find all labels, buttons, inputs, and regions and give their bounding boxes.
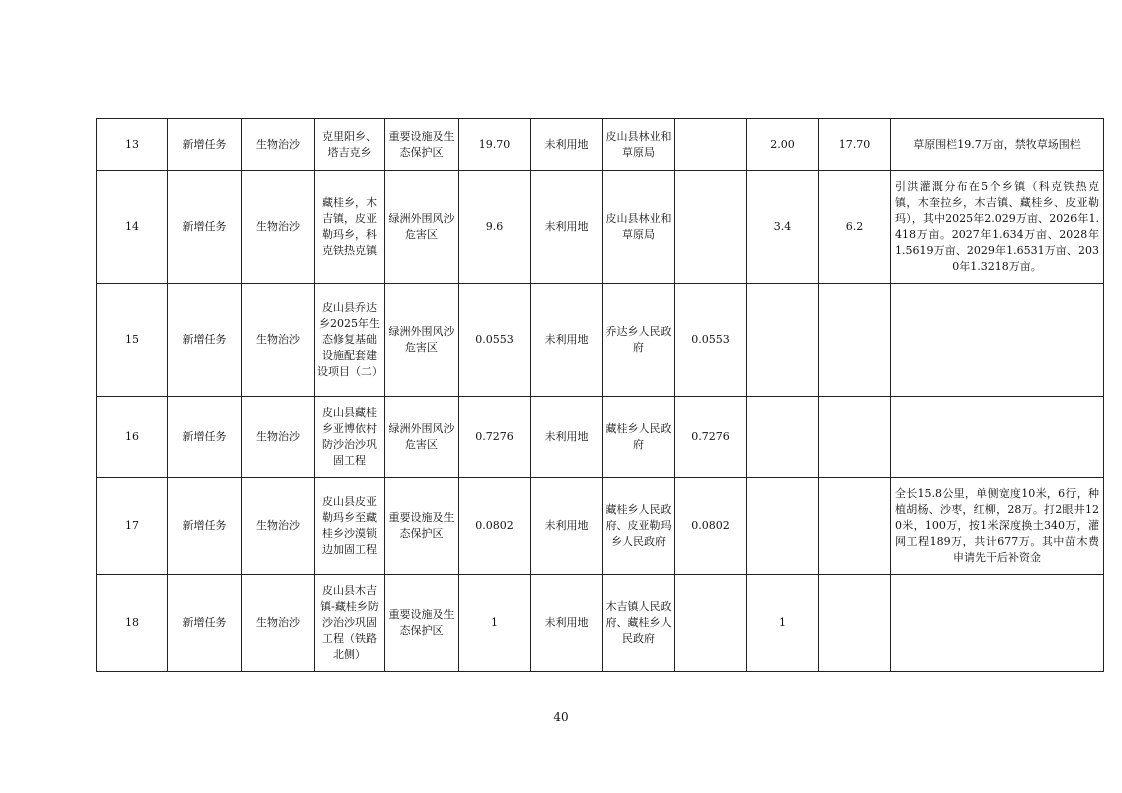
cell-method: 生物治沙 [242, 575, 315, 672]
cell-type: 新增任务 [168, 397, 242, 478]
cell-type: 新增任务 [168, 478, 242, 575]
cell-land: 未利用地 [531, 478, 603, 575]
cell-land: 未利用地 [531, 575, 603, 672]
cell-no: 18 [97, 575, 168, 672]
cell-zone: 绿洲外围风沙危害区 [385, 284, 459, 397]
cell-unit: 皮山县林业和草原局 [603, 171, 675, 284]
cell-land: 未利用地 [531, 397, 603, 478]
cell-area: 0.7276 [459, 397, 531, 478]
cell-c9 [675, 171, 747, 284]
page-number: 40 [553, 710, 569, 724]
cell-land: 未利用地 [531, 171, 603, 284]
cell-c10: 3.4 [747, 171, 819, 284]
cell-type: 新增任务 [168, 575, 242, 672]
cell-c10: 2.00 [747, 119, 819, 171]
cell-c10 [747, 284, 819, 397]
cell-notes [891, 397, 1104, 478]
cell-unit: 乔达乡人民政府 [603, 284, 675, 397]
cell-c9 [675, 575, 747, 672]
table-row [97, 284, 1104, 397]
cell-zone: 重要设施及生态保护区 [385, 575, 459, 672]
cell-notes [891, 575, 1104, 672]
cell-c11: 6.2 [819, 171, 891, 284]
cell-unit: 藏桂乡人民政府、皮亚勒玛乡人民政府 [603, 478, 675, 575]
cell-c10 [747, 478, 819, 575]
cell-c9: 0.0802 [675, 478, 747, 575]
cell-c11 [819, 397, 891, 478]
cell-zone: 绿洲外围风沙危害区 [385, 171, 459, 284]
cell-location: 皮山县乔达乡2025年生态修复基础设施配套建设项目（二） [315, 284, 385, 397]
cell-method: 生物治沙 [242, 397, 315, 478]
cell-method: 生物治沙 [242, 284, 315, 397]
cell-unit: 皮山县林业和草原局 [603, 119, 675, 171]
cell-no: 15 [97, 284, 168, 397]
table-row [97, 119, 1104, 171]
cell-c9 [675, 119, 747, 171]
table-row [97, 397, 1104, 478]
cell-c10 [747, 397, 819, 478]
cell-zone: 重要设施及生态保护区 [385, 119, 459, 171]
cell-no: 13 [97, 119, 168, 171]
cell-method: 生物治沙 [242, 478, 315, 575]
table-row [97, 171, 1104, 284]
cell-no: 17 [97, 478, 168, 575]
cell-location: 皮山县皮亚勒玛乡至藏桂乡沙漠锁边加固工程 [315, 478, 385, 575]
cell-land: 未利用地 [531, 284, 603, 397]
cell-no: 14 [97, 171, 168, 284]
cell-type: 新增任务 [168, 171, 242, 284]
cell-notes: 引洪灌溉分布在5个乡镇（科克铁热克镇，木奎拉乡，木吉镇、藏桂乡、皮亚勒玛），其中2025年2.029万亩、2026年1.418万亩。2027年1.634万亩、2028年1.5619万亩、2029年1.6531万亩、2030年1.3218万亩。 [891, 171, 1104, 284]
cell-no: 16 [97, 397, 168, 478]
cell-c11 [819, 478, 891, 575]
cell-type: 新增任务 [168, 119, 242, 171]
cell-area: 19.70 [459, 119, 531, 171]
cell-area: 9.6 [459, 171, 531, 284]
cell-area: 1 [459, 575, 531, 672]
cell-notes: 草原围栏19.7万亩，禁牧草场围栏 [891, 119, 1104, 171]
cell-c11: 17.70 [819, 119, 891, 171]
cell-c11 [819, 284, 891, 397]
data-table-container [96, 118, 1104, 672]
cell-location: 皮山县木吉镇-藏桂乡防沙治沙巩固工程（铁路北侧） [315, 575, 385, 672]
cell-location: 藏桂乡，木吉镇，皮亚勒玛乡，科克铁热克镇 [315, 171, 385, 284]
table-row [97, 575, 1104, 672]
cell-method: 生物治沙 [242, 171, 315, 284]
cell-c9: 0.7276 [675, 397, 747, 478]
cell-method: 生物治沙 [242, 119, 315, 171]
cell-zone: 重要设施及生态保护区 [385, 478, 459, 575]
cell-c10: 1 [747, 575, 819, 672]
cell-c11 [819, 575, 891, 672]
cell-zone: 绿洲外围风沙危害区 [385, 397, 459, 478]
cell-land: 未利用地 [531, 119, 603, 171]
cell-unit: 藏桂乡人民政府 [603, 397, 675, 478]
cell-notes: 全长15.8公里，单侧宽度10米，6行，种植胡杨、沙枣，红柳，28万。打2眼井120米，100万，按1米深度换土340万，灌网工程189万，共计677万。其中苗木费申请先干后补资金 [891, 478, 1104, 575]
cell-location: 皮山县藏桂乡亚博依村防沙治沙巩固工程 [315, 397, 385, 478]
cell-area: 0.0802 [459, 478, 531, 575]
cell-type: 新增任务 [168, 284, 242, 397]
cell-unit: 木吉镇人民政府、藏桂乡人民政府 [603, 575, 675, 672]
data-table [96, 118, 1104, 672]
cell-notes [891, 284, 1104, 397]
cell-c9: 0.0553 [675, 284, 747, 397]
cell-location: 克里阳乡、塔吉克乡 [315, 119, 385, 171]
cell-area: 0.0553 [459, 284, 531, 397]
table-row [97, 478, 1104, 575]
